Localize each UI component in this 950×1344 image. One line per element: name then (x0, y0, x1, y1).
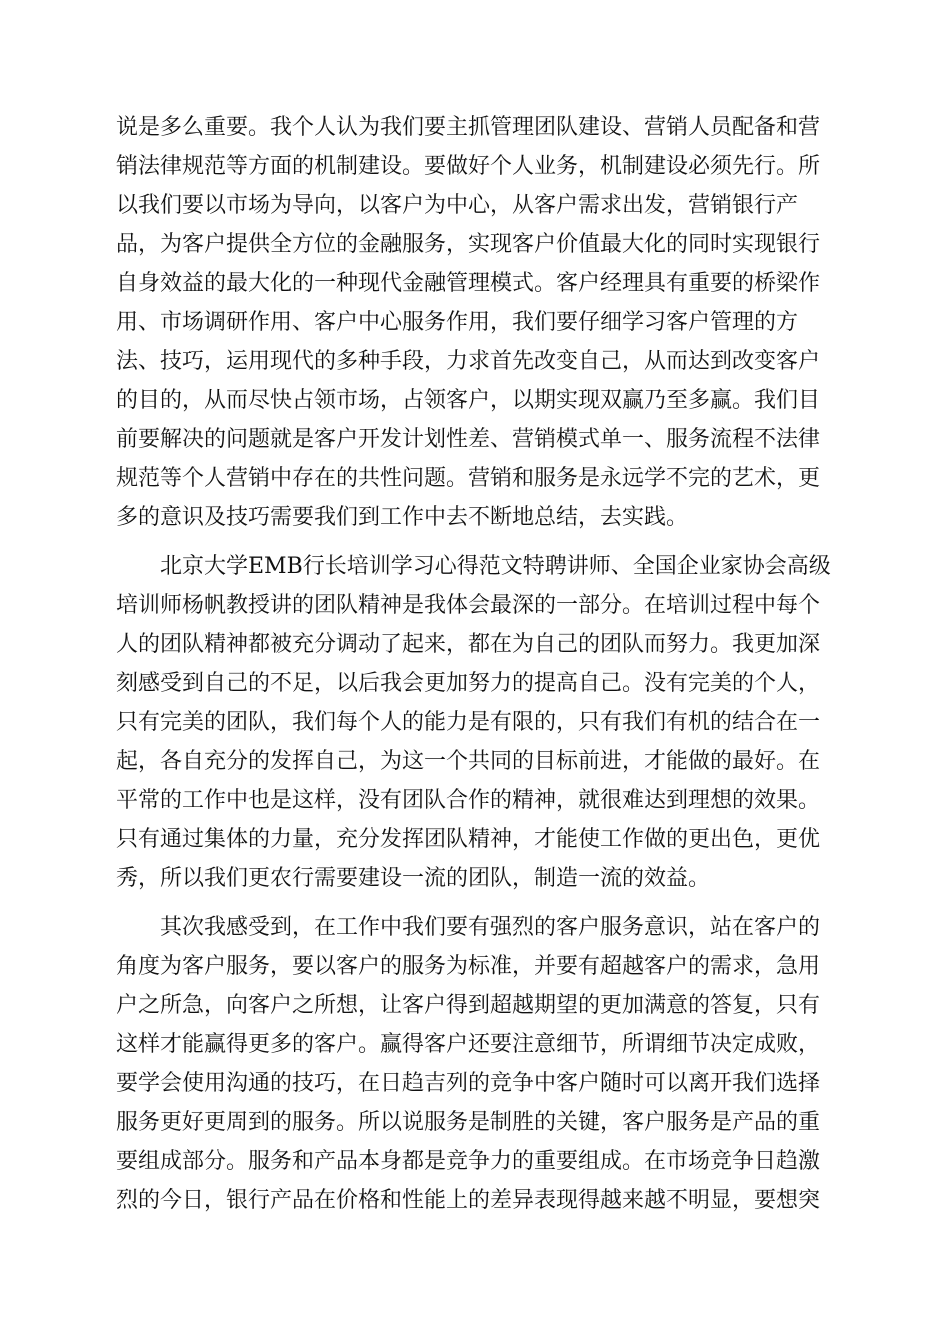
document-page: 说是多么重要。我个人认为我们要主抓管理团队建设、营销人员配备和营 销法律规范等方面的机制建设。要做好个人业务，机制建设必须先行。所 以我们要以市场为导向，以客户为中心，从客户需求出发，营销银行产 品，为客户提供全方位的金融服务，实现客户价值最大化的同时实现银行 自身效益的最大化的一种现代金融管理模式。客户经理具有重要的桥梁作 用、市场调研作用、客户中心服务作用，我们要仔细学习客户管理的方 法、技巧，运用现代的多种手段，力求首先改变自己，从而达到改变客户 的目的，从而尽快占领市场，占领客户，以期实现双赢乃至多赢。我们目 前要解决的问题就是客户开发计划性差、营销模式单一、服务流程不法律 规范等个人营销中存在的共性问题。营销和服务是永远学不完的艺术，更 多的意识及技巧需要我们到工作中去不断地总结，去实践。 北京大学EMB行长培训学习心得范文特聘讲师、全国企业家协会高级 培训师杨帆教授讲的团队精神是我体会最深的一部分。在培训过程中每个 人的团队精神都被充分调动了起来，都在为自己的团队而努力。我更加深 刻感受到自己的不足，以后我会更加努力的提高自己。没有完美的个人， 只有完美的团队，我们每个人的能力是有限的，只有我们有机的结合在一 起，各自充分的发挥自己，为这一个共同的目标前进，才能做的最好。在 平常的工作中也是这样，没有团队合作的精神，就很难达到理想的效果。 只有通过集体的力量，充分发挥团队精神，才能使工作做的更出色，更优 秀，所以我们更农行需要建设一流的团队，制造一流的效益。 其次我感受到，在工作中我们要有强烈的客户服务意识，站在客户的 角度为客户服务，要以客户的服务为标准，并要有超越客户的需求，急用 户之所急，向客户之所想，让客户得到超越期望的更加满意的答复，只有 这样才能赢得更多的客户。赢得客户还要注意细节，所谓细节决定成败， 要学会使用沟通的技巧，在日趋吉列的竞争中客户随时可以离开我们选择 服务更好更周到的服务。所以说服务是制胜的关键，客户服务是产品的重 要组成部分。服务和产品本身都是竞争力的重要组成。在市场竞争日趋激 烈的今日，银行产品在价格和性能上的差异表现得越来越不明显，要想突 (0, 0, 950, 1344)
